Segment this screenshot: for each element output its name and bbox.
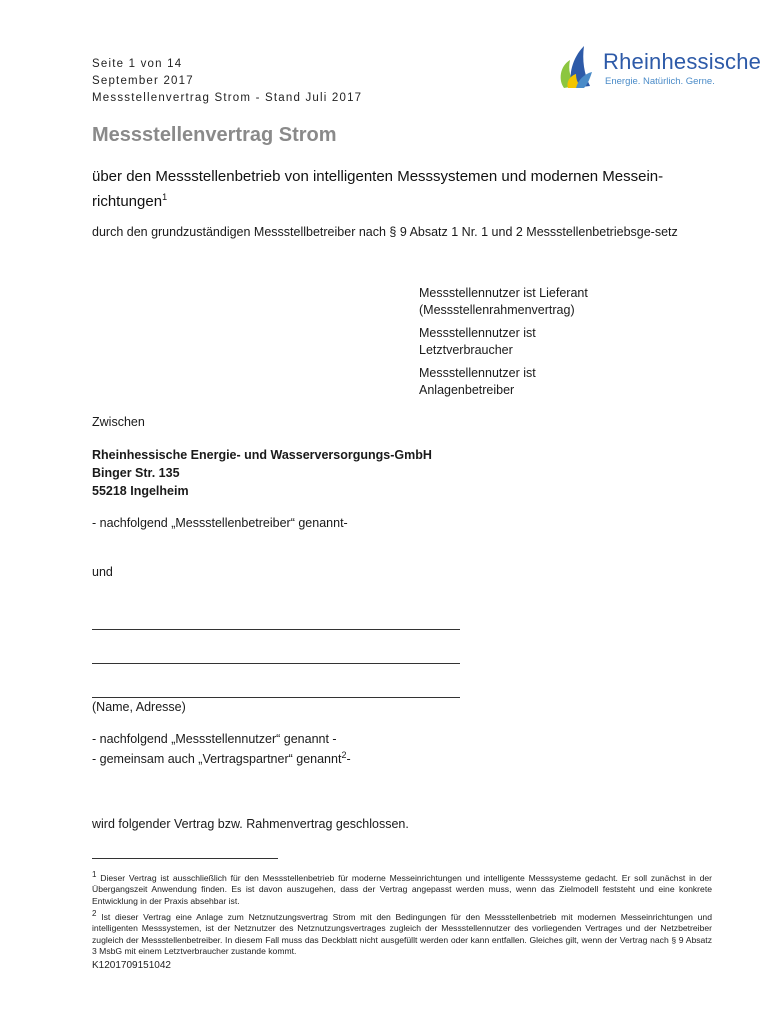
option-line: Messstellennutzer ist	[419, 326, 536, 340]
party1-address	[92, 446, 432, 500]
document-id: K1201709151042	[92, 960, 171, 971]
intro-paragraph: durch den grundzuständigen Messstellbetreiber nach § 9 Absatz 1 Nr. 1 und 2 Messstellenbetriebsge-setz	[92, 225, 678, 239]
together-text: - gemeinsam auch „Vertragspartner“ genannt	[92, 752, 342, 767]
footnote-text: Ist dieser Vertrag eine Anlage zum Netznutzungsvertrag Strom mit den Bedingungen für den Messstellenbetrieb mit modernen Messeinrichtungen und intelligenten Messsystemen, ist der Netznutzer des Netznutzungsvertrages zugleich der Messstellennutzer des vorliegenden Vertrages und der Netzbetreiber zugleich der Messstellenbetreiber. In diesem Fall muss das Deckblatt nicht ausgefüllt werden oder kann entfallen. Gleiches gilt, wenn der Vertrag nach § 9 Absatz 3 MsbG mit einem Letztverbraucher zustande kommt.	[92, 911, 712, 957]
document-subtitle	[92, 166, 712, 212]
header-doc-name: Messstellenvertrag Strom - Stand Juli 2017	[92, 92, 363, 104]
option-letztverbraucher	[419, 325, 719, 359]
footnote-number: 2	[92, 909, 97, 918]
address-line-1[interactable]	[92, 629, 460, 630]
option-line: (Messstellenrahmenvertrag)	[419, 303, 575, 317]
footnote-2	[92, 908, 712, 958]
party1-street: Binger Str. 135	[92, 466, 180, 480]
document-header	[92, 56, 362, 107]
party1-city: 55218 Ingelheim	[92, 484, 189, 498]
option-lieferant	[419, 285, 719, 319]
rheinhessische-logo-icon	[554, 40, 600, 92]
together-role	[92, 746, 351, 768]
option-line: Letztverbraucher	[419, 343, 513, 357]
party1-role: - nachfolgend „Messstellenbetreiber“ genannt-	[92, 516, 348, 530]
name-address-label: (Name, Adresse)	[92, 700, 186, 714]
option-line: Anlagenbetreiber	[419, 383, 515, 397]
footnote-text: Dieser Vertrag ist ausschließlich für den Messstellenbetrieb für moderne Messeinrichtungen und intelligente Messsysteme gedacht. Er soll zunächst in der Übergangszeit Anwendung finden. Es ist davon auszugehen, dass der Vertrag angepasst werden muss, wenn das Zielmodell feststeht und eine konkrete Entwicklung in der Praxis absehbar ist.	[92, 872, 712, 906]
header-date: September 2017	[92, 75, 194, 87]
option-anlagenbetreiber	[419, 365, 719, 399]
and-label: und	[92, 565, 113, 579]
page-number: Seite 1 von 14	[92, 58, 183, 70]
option-line: Messstellennutzer ist Lieferant	[419, 286, 588, 300]
address-line-2[interactable]	[92, 663, 460, 664]
subtitle-text: über den Messstellenbetrieb von intelligenten Messsystemen und modernen Messein-richtungen	[92, 168, 664, 210]
footnote-divider	[92, 858, 278, 859]
closing-sentence: wird folgender Vertrag bzw. Rahmenvertrag geschlossen.	[92, 817, 409, 831]
logo-tagline: Energie. Natürlich. Gerne.	[605, 76, 715, 87]
option-line: Messstellennutzer ist	[419, 366, 536, 380]
together-end: -	[346, 752, 351, 767]
footnote-1	[92, 869, 712, 907]
footnote-number: 1	[92, 870, 97, 879]
party2-role: - nachfolgend „Messstellennutzer“ genannt -	[92, 732, 337, 746]
footnote-ref-2: 2	[341, 750, 347, 760]
footnote-ref-1: 1	[162, 192, 168, 202]
party1-name: Rheinhessische Energie- und Wasserversorgungs-GmbH	[92, 448, 432, 462]
between-label: Zwischen	[92, 415, 145, 429]
logo-brand-name: Rheinhessische	[603, 49, 762, 74]
document-title: Messstellenvertrag Strom	[92, 124, 337, 146]
